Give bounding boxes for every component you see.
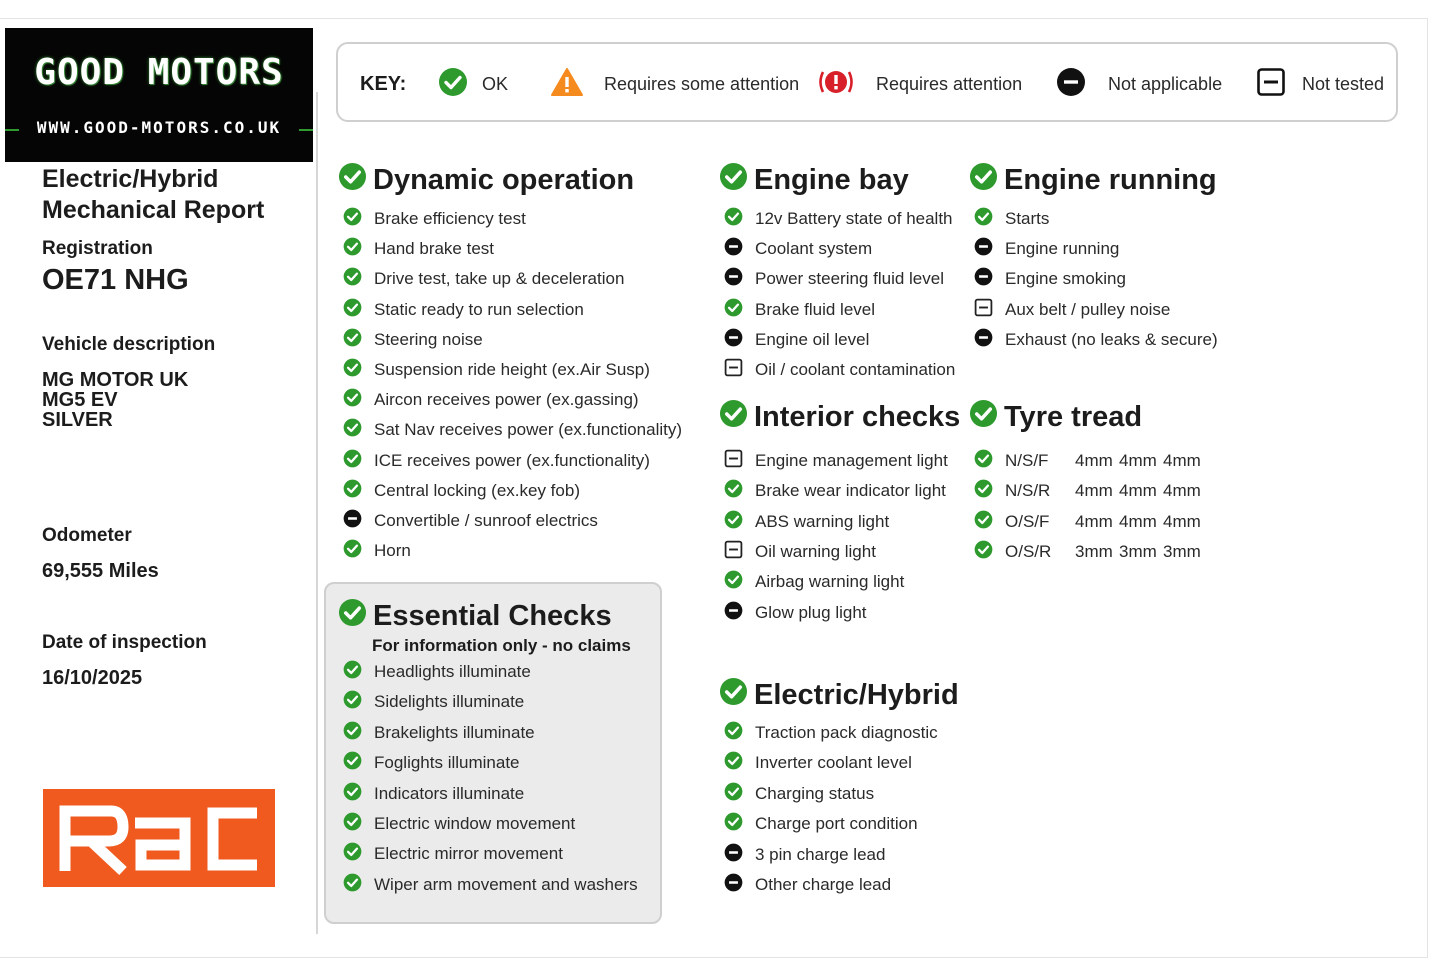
- engine-bay-check-item: [724, 237, 872, 261]
- tyre-depth: 4mm: [1163, 451, 1201, 470]
- ok-icon: [438, 67, 468, 102]
- tyre-position: O/S/F: [1005, 512, 1050, 531]
- essential-check-label: Electric mirror movement: [374, 844, 563, 863]
- ok-icon: [343, 449, 362, 473]
- tyre-depth: 3mm: [1119, 542, 1157, 561]
- not-applicable-icon: [343, 509, 362, 533]
- essential-check-item: [343, 660, 531, 684]
- engine-running-check-label: Engine running: [1005, 239, 1120, 258]
- dynamic-check-item: [343, 509, 598, 533]
- interior-check-item: [724, 510, 889, 534]
- electric-check-item: [724, 751, 912, 775]
- odometer-value: 69,555 Miles: [42, 560, 159, 582]
- not-tested-icon: [724, 358, 743, 382]
- ok-icon: [338, 162, 367, 199]
- ok-icon: [343, 207, 362, 231]
- dynamic-check-label: Central locking (ex.key fob): [374, 481, 580, 500]
- ok-icon: [343, 873, 362, 897]
- dynamic-check-label: Steering noise: [374, 330, 483, 349]
- tyre-position: N/S/R: [1005, 481, 1051, 500]
- engine-running-check-label: Engine smoking: [1005, 269, 1126, 288]
- ok-icon: [719, 677, 748, 714]
- key-ok-label: OK: [482, 73, 509, 94]
- dynamic-check-item: [343, 418, 682, 442]
- key-warning: [550, 69, 799, 99]
- interior-check-item: [724, 601, 867, 625]
- interior-check-label: Brake wear indicator light: [755, 481, 946, 500]
- engine-running-check-item: [974, 328, 1218, 352]
- logo-title: GOOD MOTORS: [34, 52, 284, 93]
- essential-check-item: [343, 782, 524, 806]
- tyre-depth: 4mm: [1163, 481, 1201, 500]
- rac-logo-mark: [43, 789, 275, 887]
- dynamic-check-item: [343, 539, 411, 563]
- tyre-depth: 3mm: [1163, 542, 1201, 561]
- dynamic-check-label: Static ready to run selection: [374, 300, 584, 319]
- ok-icon: [338, 598, 367, 635]
- essential-check-label: Indicators illuminate: [374, 784, 525, 803]
- ok-icon: [343, 237, 362, 261]
- ok-icon: [343, 842, 362, 866]
- key-not-tested-label: Not tested: [1302, 73, 1385, 94]
- ok-icon: [724, 207, 743, 231]
- engine-bay-check-label: Oil / coolant contamination: [755, 360, 956, 379]
- dynamic-check-item: [343, 388, 639, 412]
- vehicle-description-label: Vehicle description: [42, 334, 216, 355]
- essential-check-label: Electric window movement: [374, 814, 576, 833]
- dynamic-check-item: [343, 358, 650, 382]
- key-not-applicable: [1056, 69, 1222, 99]
- engine-running-title-text: Engine running: [1004, 164, 1217, 196]
- engine-bay-section-title: [719, 162, 909, 199]
- dynamic-title-text: Dynamic operation: [373, 164, 635, 196]
- registration-value: OE71 NHG: [42, 264, 189, 296]
- not-applicable-icon: [724, 237, 743, 261]
- interior-check-label: Oil warning light: [755, 542, 876, 561]
- essential-check-item: [343, 721, 535, 745]
- tyre-depth: 4mm: [1119, 512, 1157, 531]
- electric-check-item: [724, 843, 885, 867]
- engine-bay-title-text: Engine bay: [754, 164, 909, 196]
- ok-icon: [343, 358, 362, 382]
- odometer-label: Odometer: [42, 525, 132, 546]
- electric-check-item: [724, 812, 918, 836]
- engine-bay-check-item: [724, 328, 869, 352]
- engine-running-check-label: Starts: [1005, 209, 1050, 228]
- electric-check-label: Other charge lead: [755, 875, 892, 894]
- ok-icon: [719, 162, 748, 199]
- tyre-depth: 4mm: [1163, 512, 1201, 531]
- key-alert-label: Requires attention: [876, 73, 1023, 94]
- engine-running-check-item: [974, 207, 1049, 231]
- vehicle-colour: SILVER: [42, 409, 113, 431]
- engine-bay-check-item: [724, 358, 955, 382]
- essential-section-title: [338, 598, 612, 635]
- dynamic-check-label: Brake efficiency test: [374, 209, 526, 228]
- ok-icon: [343, 328, 362, 352]
- not-applicable-icon: [724, 328, 743, 352]
- key-title: [360, 69, 406, 99]
- ok-icon: [974, 449, 993, 473]
- key-title-text: KEY:: [360, 72, 407, 95]
- vehicle-model: MG5 EV: [42, 389, 118, 411]
- ok-icon: [343, 782, 362, 806]
- ok-icon: [343, 539, 362, 563]
- interior-check-label: ABS warning light: [755, 512, 890, 531]
- not-applicable-icon: [724, 267, 743, 291]
- engine-bay-check-item: [724, 298, 875, 322]
- key-legend: [336, 42, 1398, 122]
- tyre-depth: 4mm: [1075, 481, 1113, 500]
- engine-bay-check-item: [724, 207, 953, 231]
- essential-check-item: [343, 873, 638, 897]
- interior-section-title: [719, 399, 960, 436]
- ok-icon: [724, 298, 743, 322]
- dynamic-check-item: [343, 449, 650, 473]
- dynamic-check-label: Sat Nav receives power (ex.functionality): [374, 420, 683, 439]
- dynamic-check-item: [343, 237, 494, 261]
- interior-check-label: Glow plug light: [755, 603, 867, 622]
- tyre-depth: 4mm: [1075, 512, 1113, 531]
- engine-running-check-item: [974, 237, 1119, 261]
- report-title-line1: Electric/Hybrid: [42, 165, 219, 193]
- tyre-depth: 4mm: [1119, 451, 1157, 470]
- electric-check-label: Charging status: [755, 784, 875, 803]
- tyre-depth: 4mm: [1075, 451, 1113, 470]
- electric-section-title: [719, 677, 959, 714]
- report-title: [42, 164, 264, 226]
- dynamic-check-label: Drive test, take up & deceleration: [374, 269, 625, 288]
- engine-bay-check-label: Engine oil level: [755, 330, 870, 349]
- ok-icon: [724, 721, 743, 745]
- essential-check-item: [343, 690, 524, 714]
- essential-title-text: Essential Checks: [373, 600, 612, 632]
- tyre-check-item: [974, 540, 1207, 564]
- essential-check-label: Foglights illuminate: [374, 753, 520, 772]
- dynamic-check-item: [343, 328, 483, 352]
- not-tested-icon: [1256, 67, 1286, 102]
- engine-running-check-label: Aux belt / pulley noise: [1005, 300, 1171, 319]
- good-motors-logo: [5, 28, 313, 162]
- essential-check-item: [343, 751, 520, 775]
- dynamic-check-item: [343, 298, 584, 322]
- not-applicable-icon: [974, 267, 993, 291]
- ok-icon: [974, 540, 993, 564]
- engine-running-check-item: [974, 267, 1126, 291]
- electric-check-label: 3 pin charge lead: [755, 845, 886, 864]
- ok-icon: [724, 479, 743, 503]
- tyre-check-item: [974, 479, 1207, 503]
- report-title-line2: Mechanical Report: [42, 196, 265, 224]
- dynamic-check-label: Hand brake test: [374, 239, 495, 258]
- ok-icon: [343, 418, 362, 442]
- electric-check-label: Inverter coolant level: [755, 753, 912, 772]
- ok-icon: [343, 751, 362, 775]
- ok-icon: [969, 399, 998, 436]
- dynamic-check-item: [343, 479, 580, 503]
- ok-icon: [343, 690, 362, 714]
- ok-icon: [343, 388, 362, 412]
- ok-icon: [974, 479, 993, 503]
- dynamic-section-title: [338, 162, 634, 199]
- ok-icon: [974, 510, 993, 534]
- ok-icon: [724, 751, 743, 775]
- interior-check-item: [724, 479, 946, 503]
- essential-checks-subtitle: For information only - no claims: [372, 636, 631, 655]
- ok-icon: [724, 510, 743, 534]
- not-applicable-icon: [724, 873, 743, 897]
- not-tested-icon: [724, 449, 743, 473]
- not-applicable-icon: [1056, 67, 1086, 102]
- electric-title-text: Electric/Hybrid: [754, 679, 959, 711]
- tyre-position: N/S/F: [1005, 451, 1049, 470]
- essential-check-item: [343, 842, 563, 866]
- tyre-section-title: [969, 399, 1142, 436]
- ok-icon: [974, 207, 993, 231]
- logo-url-row: [5, 118, 313, 142]
- ok-icon: [719, 399, 748, 436]
- logo-url: WWW.GOOD-MOTORS.CO.UK: [36, 118, 282, 137]
- ok-icon: [724, 812, 743, 836]
- ok-icon: [343, 812, 362, 836]
- dynamic-check-item: [343, 207, 526, 231]
- dynamic-check-label: Aircon receives power (ex.gassing): [374, 390, 639, 409]
- engine-running-check-item: [974, 298, 1170, 322]
- key-not-applicable-label: Not applicable: [1108, 73, 1223, 94]
- rac-logo: [43, 789, 275, 887]
- not-applicable-icon: [974, 237, 993, 261]
- key-ok: [438, 69, 508, 99]
- interior-check-label: Airbag warning light: [755, 572, 905, 591]
- dynamic-check-item: [343, 267, 624, 291]
- tyre-check-item: [974, 449, 1207, 473]
- interior-check-item: [724, 570, 904, 594]
- key-alert: [816, 69, 1022, 99]
- warning-icon: [550, 67, 584, 102]
- registration-label: Registration: [42, 238, 153, 259]
- alert-icon: [816, 67, 856, 102]
- engine-bay-check-label: Coolant system: [755, 239, 873, 258]
- electric-check-item: [724, 782, 874, 806]
- ok-icon: [724, 570, 743, 594]
- tyre-depth: 3mm: [1075, 542, 1113, 561]
- not-applicable-icon: [974, 328, 993, 352]
- ok-icon: [343, 267, 362, 291]
- interior-title-text: Interior checks: [754, 401, 961, 433]
- interior-check-item: [724, 540, 876, 564]
- electric-check-item: [724, 873, 891, 897]
- dynamic-check-label: Convertible / sunroof electrics: [374, 511, 598, 530]
- key-warning-label: Requires some attention: [604, 73, 800, 94]
- ok-icon: [343, 660, 362, 684]
- tyre-title-text: Tyre tread: [1004, 401, 1143, 433]
- dynamic-check-label: Suspension ride height (ex.Air Susp): [374, 360, 650, 379]
- essential-check-label: Wiper arm movement and washers: [374, 875, 638, 894]
- engine-bay-check-label: 12v Battery state of health: [755, 209, 953, 228]
- electric-check-item: [724, 721, 938, 745]
- electric-check-label: Traction pack diagnostic: [755, 723, 938, 742]
- ok-icon: [969, 162, 998, 199]
- ok-icon: [343, 479, 362, 503]
- engine-running-section-title: [969, 162, 1217, 199]
- tyre-check-item: [974, 510, 1207, 534]
- tyre-position: O/S/R: [1005, 542, 1052, 561]
- not-tested-icon: [974, 298, 993, 322]
- not-tested-icon: [724, 540, 743, 564]
- essential-check-label: Headlights illuminate: [374, 662, 531, 681]
- essential-check-label: Brakelights illuminate: [374, 723, 535, 742]
- inspection-date-value: 16/10/2025: [42, 667, 143, 689]
- electric-check-label: Charge port condition: [755, 814, 918, 833]
- vehicle-make: MG MOTOR UK: [42, 369, 189, 391]
- column-divider: [316, 92, 318, 934]
- ok-icon: [343, 298, 362, 322]
- key-not-tested: [1256, 69, 1384, 99]
- essential-check-label: Sidelights illuminate: [374, 692, 525, 711]
- engine-running-check-label: Exhaust (no leaks & secure): [1005, 330, 1218, 349]
- ok-icon: [343, 721, 362, 745]
- dynamic-check-label: Horn: [374, 541, 411, 560]
- tyre-depth: 4mm: [1119, 481, 1157, 500]
- not-applicable-icon: [724, 601, 743, 625]
- essential-check-item: [343, 812, 575, 836]
- dynamic-check-label: ICE receives power (ex.functionality): [374, 451, 650, 470]
- engine-bay-check-label: Power steering fluid level: [755, 269, 944, 288]
- ok-icon: [724, 782, 743, 806]
- not-applicable-icon: [724, 843, 743, 867]
- engine-bay-check-label: Brake fluid level: [755, 300, 876, 319]
- engine-bay-check-item: [724, 267, 944, 291]
- interior-check-item: [724, 449, 948, 473]
- inspection-date-label: Date of inspection: [42, 632, 207, 653]
- interior-check-label: Engine management light: [755, 451, 948, 470]
